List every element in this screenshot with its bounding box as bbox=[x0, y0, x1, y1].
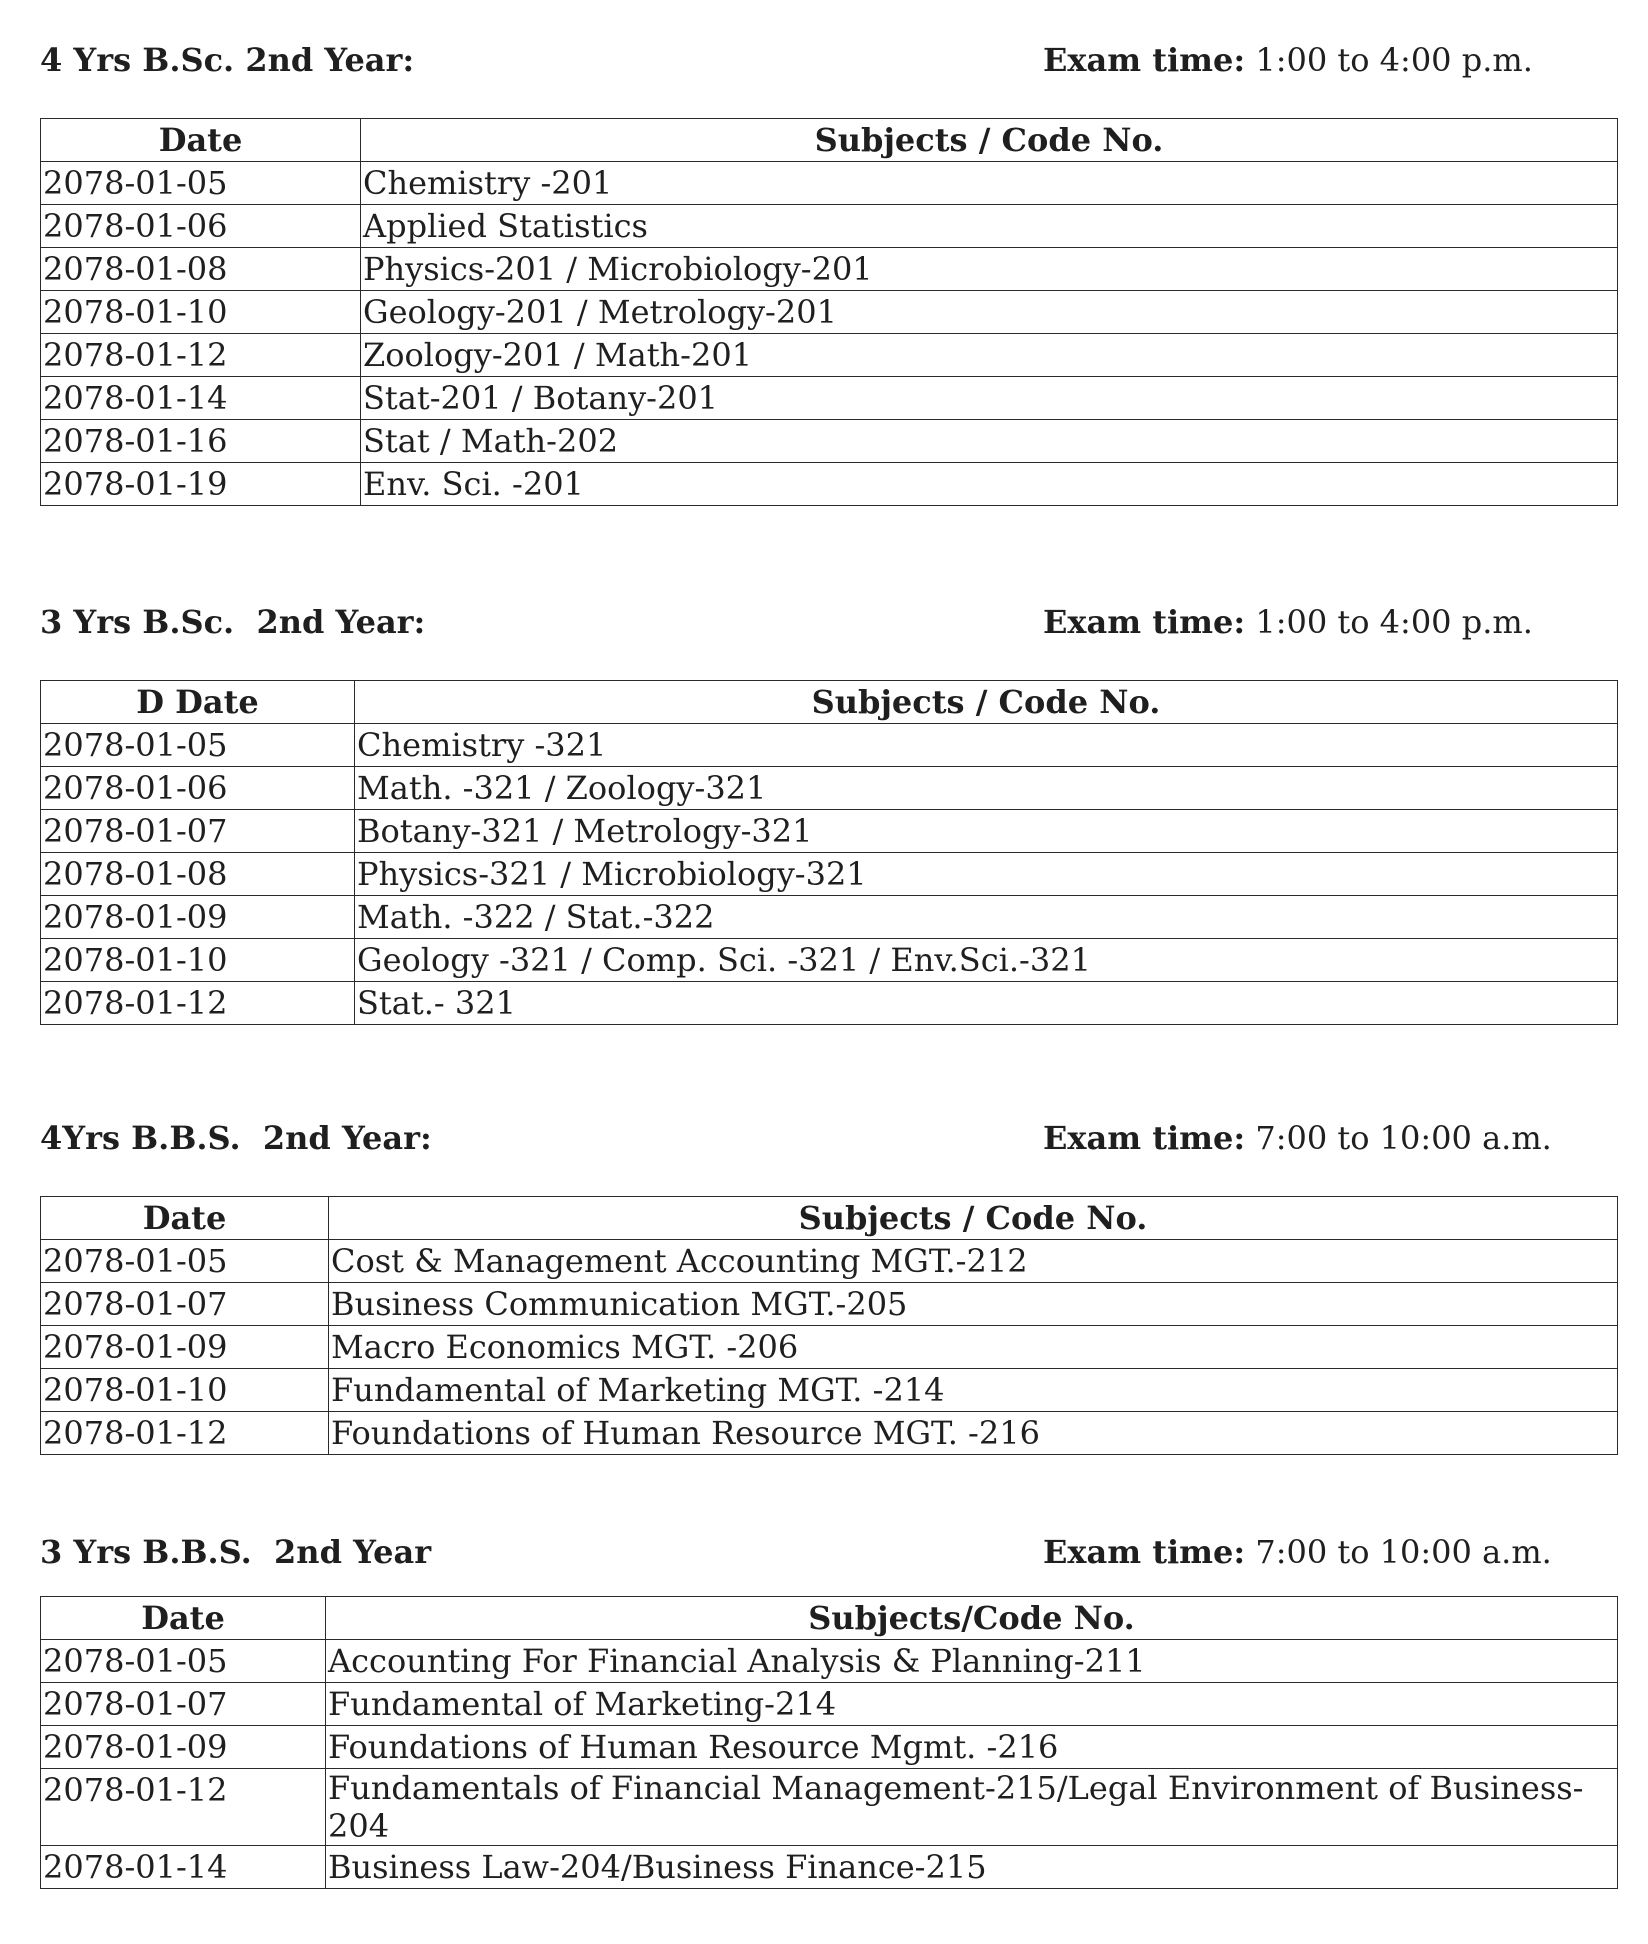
date-cell: 2078-01-08 bbox=[41, 248, 361, 291]
table-row bbox=[41, 1240, 1618, 1283]
date-column-header: Date bbox=[41, 119, 361, 162]
subject-cell: Business Law-204/Business Finance-215 bbox=[326, 1846, 1618, 1889]
exam-time-value: 1:00 to 4:00 p.m. bbox=[1245, 603, 1533, 641]
date-column-header: Date bbox=[41, 1597, 326, 1640]
table-row bbox=[41, 420, 1618, 463]
subject-cell: Zoology-201 / Math-201 bbox=[361, 334, 1618, 377]
section-1-table bbox=[40, 118, 1618, 506]
table-row bbox=[41, 853, 1618, 896]
table-row bbox=[41, 377, 1618, 420]
date-cell: 2078-01-08 bbox=[41, 853, 355, 896]
table-row bbox=[41, 896, 1618, 939]
date-cell: 2078-01-09 bbox=[41, 896, 355, 939]
subject-cell: Foundations of Human Resource Mgmt. -216 bbox=[326, 1726, 1618, 1769]
subject-cell: Geology-201 / Metrology-201 bbox=[361, 291, 1618, 334]
date-cell: 2078-01-06 bbox=[41, 767, 355, 810]
date-cell: 2078-01-10 bbox=[41, 291, 361, 334]
subject-cell: Fundamental of Marketing MGT. -214 bbox=[329, 1369, 1618, 1412]
date-cell: 2078-01-05 bbox=[41, 1640, 326, 1683]
table-row bbox=[41, 767, 1618, 810]
subject-column-header: Subjects/Code No. bbox=[326, 1597, 1618, 1640]
table-header-row bbox=[41, 119, 1618, 162]
table-row bbox=[41, 1846, 1618, 1889]
date-cell: 2078-01-10 bbox=[41, 1369, 329, 1412]
section-3-table bbox=[40, 1196, 1618, 1455]
subject-cell: Business Communication MGT.-205 bbox=[329, 1283, 1618, 1326]
table-header-row bbox=[41, 1197, 1618, 1240]
table-row bbox=[41, 724, 1618, 767]
subject-column-header: Subjects / Code No. bbox=[329, 1197, 1618, 1240]
date-cell: 2078-01-12 bbox=[41, 982, 355, 1025]
date-cell: 2078-01-19 bbox=[41, 463, 361, 506]
table-row bbox=[41, 1769, 1618, 1846]
subject-cell: Fundamentals of Financial Management-215/Legal Environment of Business-204 bbox=[326, 1769, 1618, 1846]
table-row bbox=[41, 1326, 1618, 1369]
table-row bbox=[41, 982, 1618, 1025]
date-cell: 2078-01-05 bbox=[41, 1240, 329, 1283]
section-3-heading: 4Yrs B.B.S. 2nd Year: bbox=[40, 1119, 432, 1157]
subject-cell: Foundations of Human Resource MGT. -216 bbox=[329, 1412, 1618, 1455]
subject-cell: Cost & Management Accounting MGT.-212 bbox=[329, 1240, 1618, 1283]
date-column-header: Date bbox=[41, 1197, 329, 1240]
date-cell: 2078-01-16 bbox=[41, 420, 361, 463]
table-row bbox=[41, 1640, 1618, 1683]
subject-cell: Stat.- 321 bbox=[355, 982, 1618, 1025]
exam-time-label: Exam time: bbox=[1043, 1119, 1246, 1157]
table-row bbox=[41, 334, 1618, 377]
section-2-table bbox=[40, 680, 1618, 1025]
subject-cell: Stat / Math-202 bbox=[361, 420, 1618, 463]
subject-cell: Chemistry -321 bbox=[355, 724, 1618, 767]
date-cell: 2078-01-07 bbox=[41, 1283, 329, 1326]
section-2-exam-time bbox=[1043, 602, 1533, 642]
subject-cell: Stat-201 / Botany-201 bbox=[361, 377, 1618, 420]
date-cell: 2078-01-10 bbox=[41, 939, 355, 982]
subject-column-header: Subjects / Code No. bbox=[361, 119, 1618, 162]
table-row bbox=[41, 291, 1618, 334]
section-3-exam-time bbox=[1043, 1118, 1552, 1158]
table-row bbox=[41, 1726, 1618, 1769]
date-cell: 2078-01-09 bbox=[41, 1326, 329, 1369]
exam-time-label: Exam time: bbox=[1043, 1533, 1246, 1571]
table-row bbox=[41, 1369, 1618, 1412]
subject-cell: Accounting For Financial Analysis & Planning-211 bbox=[326, 1640, 1618, 1683]
table-header-row bbox=[41, 681, 1618, 724]
section-1-exam-time bbox=[1043, 40, 1533, 80]
date-cell: 2078-01-12 bbox=[41, 1412, 329, 1455]
exam-time-label: Exam time: bbox=[1043, 603, 1246, 641]
exam-time-value: 1:00 to 4:00 p.m. bbox=[1245, 41, 1533, 79]
date-cell: 2078-01-07 bbox=[41, 1683, 326, 1726]
table-row bbox=[41, 248, 1618, 291]
date-cell: 2078-01-14 bbox=[41, 1846, 326, 1889]
subject-cell: Botany-321 / Metrology-321 bbox=[355, 810, 1618, 853]
date-cell: 2078-01-05 bbox=[41, 724, 355, 767]
table-row bbox=[41, 1283, 1618, 1326]
table-row bbox=[41, 463, 1618, 506]
subject-cell: Applied Statistics bbox=[361, 205, 1618, 248]
table-row bbox=[41, 162, 1618, 205]
date-cell: 2078-01-07 bbox=[41, 810, 355, 853]
date-cell: 2078-01-12 bbox=[41, 1769, 326, 1846]
table-row bbox=[41, 205, 1618, 248]
exam-time-label: Exam time: bbox=[1043, 41, 1246, 79]
subject-cell: Physics-201 / Microbiology-201 bbox=[361, 248, 1618, 291]
date-cell: 2078-01-12 bbox=[41, 334, 361, 377]
table-row bbox=[41, 1683, 1618, 1726]
date-cell: 2078-01-14 bbox=[41, 377, 361, 420]
subject-cell: Math. -322 / Stat.-322 bbox=[355, 896, 1618, 939]
subject-cell: Chemistry -201 bbox=[361, 162, 1618, 205]
date-cell: 2078-01-09 bbox=[41, 1726, 326, 1769]
table-row bbox=[41, 1412, 1618, 1455]
date-cell: 2078-01-05 bbox=[41, 162, 361, 205]
section-4-heading: 3 Yrs B.B.S. 2nd Year bbox=[40, 1533, 432, 1571]
subject-cell: Geology -321 / Comp. Sci. -321 / Env.Sci.-321 bbox=[355, 939, 1618, 982]
section-2-heading: 3 Yrs B.Sc. 2nd Year: bbox=[40, 603, 426, 641]
date-cell: 2078-01-06 bbox=[41, 205, 361, 248]
date-column-header: D Date bbox=[41, 681, 355, 724]
subject-cell: Macro Economics MGT. -206 bbox=[329, 1326, 1618, 1369]
exam-time-value: 7:00 to 10:00 a.m. bbox=[1245, 1119, 1552, 1157]
table-row bbox=[41, 810, 1618, 853]
subject-cell: Env. Sci. -201 bbox=[361, 463, 1618, 506]
section-4-exam-time bbox=[1043, 1532, 1552, 1572]
exam-time-value: 7:00 to 10:00 a.m. bbox=[1245, 1533, 1552, 1571]
subject-cell: Fundamental of Marketing-214 bbox=[326, 1683, 1618, 1726]
section-4-table bbox=[40, 1596, 1618, 1889]
section-1-heading: 4 Yrs B.Sc. 2nd Year: bbox=[40, 41, 415, 79]
subject-cell: Physics-321 / Microbiology-321 bbox=[355, 853, 1618, 896]
table-header-row bbox=[41, 1597, 1618, 1640]
subject-column-header: Subjects / Code No. bbox=[355, 681, 1618, 724]
table-row bbox=[41, 939, 1618, 982]
subject-cell: Math. -321 / Zoology-321 bbox=[355, 767, 1618, 810]
